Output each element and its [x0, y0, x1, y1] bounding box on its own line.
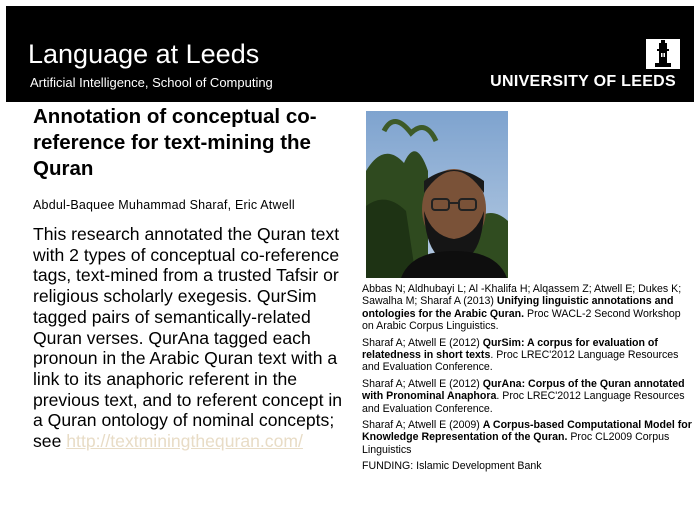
- reference-title: A Corpus-based Computational Model for Knowledge Representation of the Quran.: [362, 419, 692, 444]
- reference-title: Unifying linguistic annotations and ontologies for the Arabic Quran.: [362, 295, 674, 320]
- reference-venue: Proc WACL-2 Second Workshop on Arabic Corpus Linguistics.: [362, 307, 681, 333]
- header-bar: [6, 6, 694, 102]
- project-link[interactable]: http://textminingthequran.com/: [66, 431, 303, 452]
- abstract-text: This research annotated the Quran text with 2 types of conceptual co-reference tags, text-mined from a trusted Tafsir or religious scholarly exegesis. QurSim tagged pairs of semantically-related Quran verses. QurAna tagged each pronoun in the Arabic Quran text with a link to its anaphoric referent in the previous text, and to referent concept in a Quran ontology of nominal concepts; see: [33, 224, 343, 452]
- reference-venue: Proc CL2009 Corpus Linguistics: [362, 431, 670, 456]
- funding-note: FUNDING: Islamic Development Bank: [362, 460, 542, 473]
- university-name: UNIVERSITY OF LEEDS: [490, 73, 676, 90]
- university-crest-icon: [646, 39, 680, 69]
- poster-title: Annotation of conceptual co-reference for text-mining the Quran: [33, 105, 317, 180]
- reference-authors: Sharaf A; Atwell E (2009): [362, 419, 483, 432]
- reference-authors: Sharaf A; Atwell E (2012): [362, 336, 483, 349]
- reference-authors: Sharaf A; Atwell E (2012): [362, 377, 483, 390]
- reference-title: QurSim: A corpus for evaluation of relatedness in short texts: [362, 336, 658, 362]
- references: [362, 283, 694, 473]
- reference-venue: . Proc LREC'2012 Language Resources and Evaluation Conference.: [362, 349, 679, 374]
- author-portrait: [366, 111, 508, 278]
- reference-venue: . Proc LREC'2012 Language Resources and Evaluation Conference.: [362, 390, 685, 415]
- reference-authors: Abbas N; Aldhubayi L; Al -Khalifa H; Alqassem Z; Atwell E; Dukes K; Sawalha M; Sharaf A (2013): [362, 283, 682, 308]
- reference-title: QurAna: Corpus of the Quran annotated with Pronominal Anaphora: [362, 377, 685, 403]
- header-subtitle: Artificial Intelligence, School of Computing: [30, 75, 273, 90]
- reference-item: [362, 283, 694, 333]
- reference-item: [362, 378, 694, 415]
- poster-authors: Abdul-Baquee Muhammad Sharaf, Eric Atwell: [33, 198, 295, 212]
- reference-item: [362, 419, 694, 456]
- abstract: [33, 224, 351, 452]
- header-title: Language at Leeds: [28, 39, 260, 69]
- reference-item: [362, 337, 694, 374]
